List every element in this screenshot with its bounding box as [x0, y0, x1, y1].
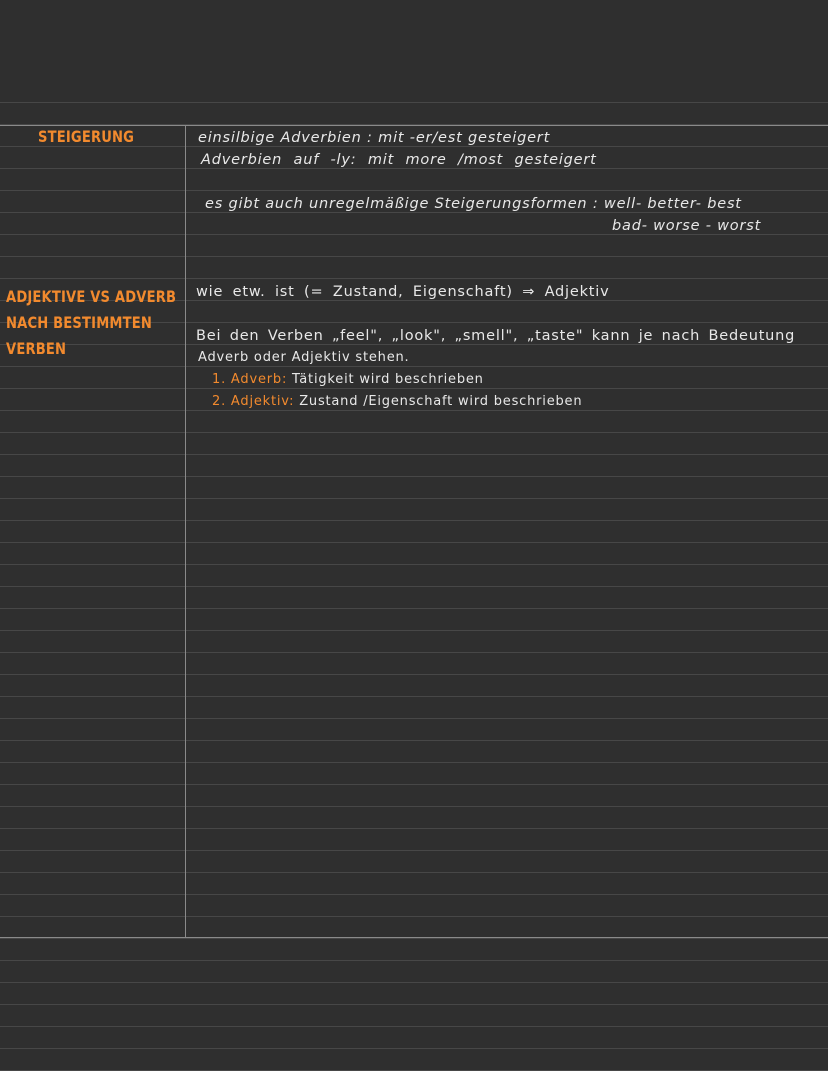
note-adverbien-ly: Adverbien auf -ly: mit more /most gesteigert: [201, 152, 597, 168]
note-bei-den-verben: Bei den Verben „feel", „look", „smell", „taste" kann je nach Bedeutung: [196, 328, 796, 344]
heading-line-2: NACH BESTIMMTEN: [6, 313, 153, 332]
list-item-adverb-label: 1. Adverb:: [212, 372, 288, 387]
page-top-margin: [0, 0, 828, 80]
heading-line-3: VERBEN: [6, 339, 67, 358]
column-divider: [185, 125, 186, 937]
note-unregelmaessige-formen: es gibt auch unregelmäßige Steigerungsformen : well- better- best: [205, 196, 742, 212]
list-item-adverb: [212, 372, 484, 387]
note-wie-etw-ist: wie etw. ist (= Zustand, Eigenschaft) ⇒ Adjektiv: [196, 284, 610, 300]
note-bad-worse-worst: bad- worse - worst: [612, 218, 762, 234]
heading-line-1: ADJEKTIVE VS ADVERB: [6, 287, 177, 306]
list-item-adjektiv-label: 2. Adjektiv:: [212, 394, 295, 409]
note-adverb-oder-adjektiv: Adverb oder Adjektiv stehen.: [198, 350, 410, 365]
heading-adjektive-vs-adverb: [6, 284, 176, 362]
list-item-adjektiv: [212, 394, 582, 409]
list-item-adverb-text: Tätigkeit wird beschrieben: [287, 372, 484, 387]
note-einsilbige-adverbien: einsilbige Adverbien : mit -er/est gesteigert: [198, 130, 551, 146]
heading-steigerung: STEIGERUNG: [38, 127, 135, 146]
list-item-adjektiv-text: Zustand /Eigenschaft wird beschrieben: [294, 394, 583, 409]
table-bottom-border: [0, 937, 828, 938]
table-top-border: [0, 125, 828, 126]
